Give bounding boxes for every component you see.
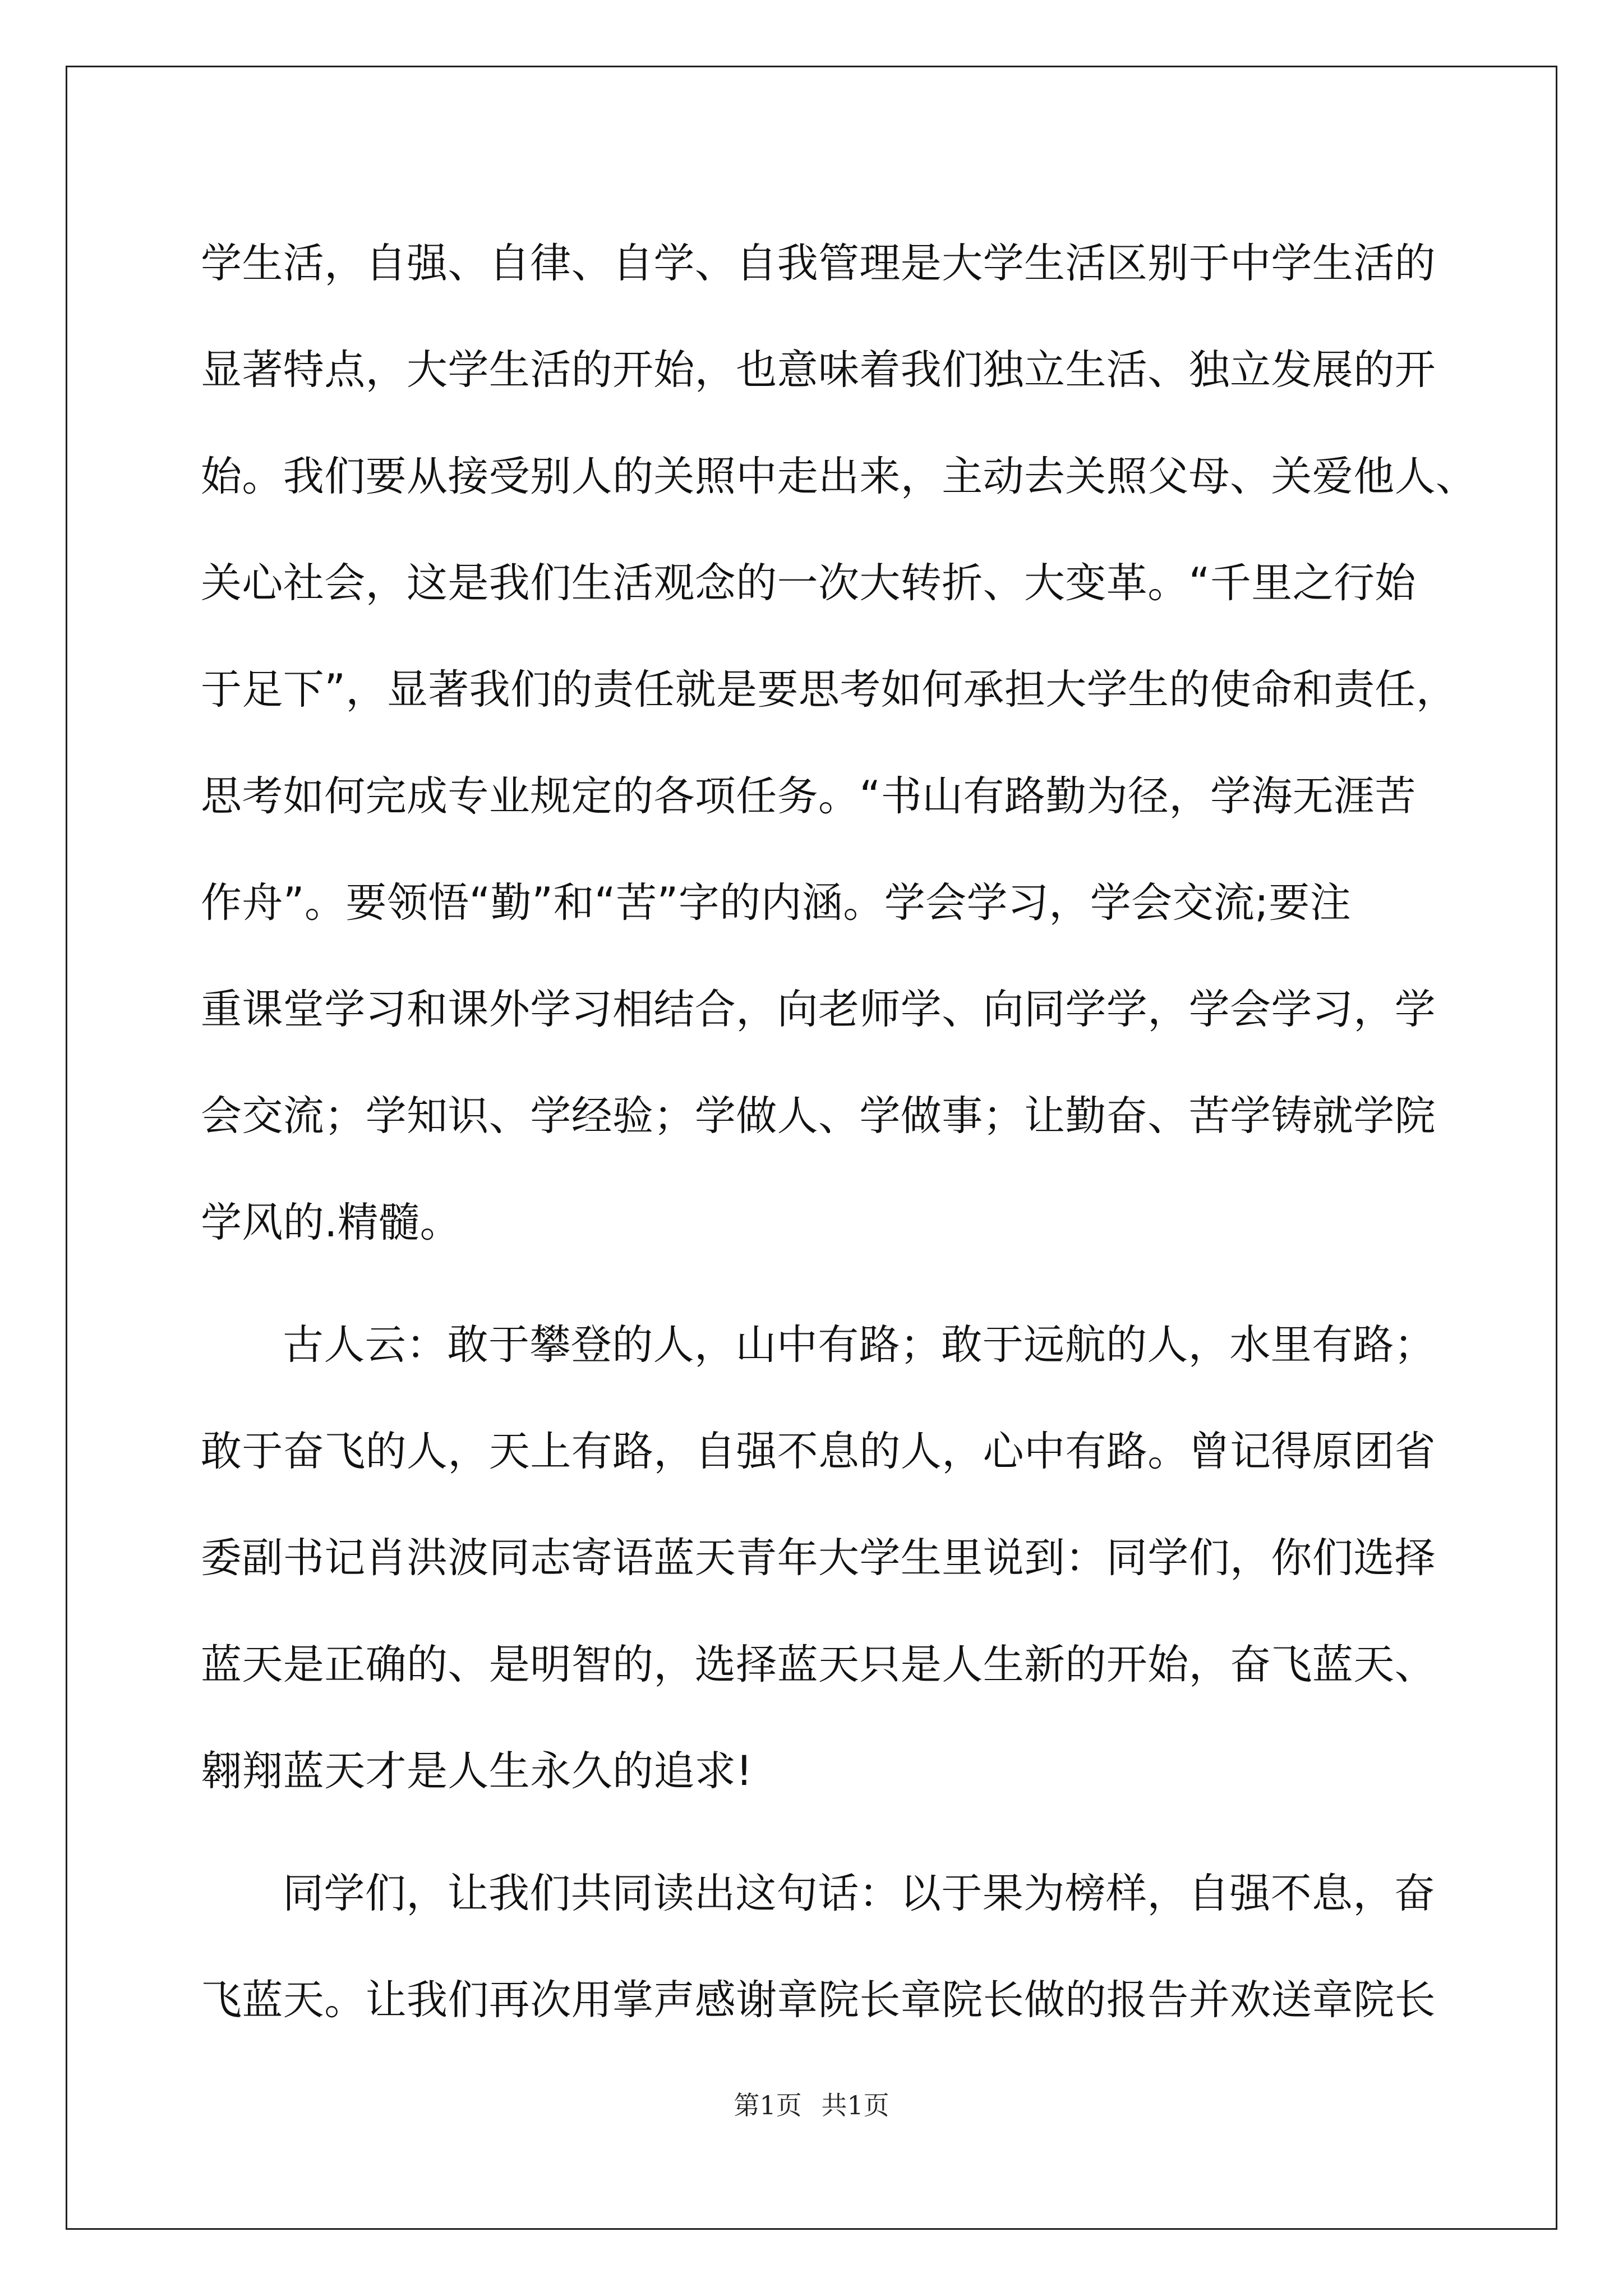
page-footer (0, 2085, 1623, 2122)
text-line: 重课堂学习和课外学习相结合，向老师学、向同学学，学会学习，学 (201, 986, 1436, 1033)
text-line: 翱翔蓝天才是人生永久的追求! (201, 1747, 753, 1795)
text-line: 古人云：敢于攀登的人，山中有路；敢于远航的人，水里有路； (283, 1321, 1436, 1369)
paragraph-1 (201, 210, 1477, 1276)
paragraph-3 (201, 1841, 1436, 2054)
document-body (201, 210, 1477, 2054)
text-line: 思考如何完成专业规定的各项任务。“书山有路勤为径，学海无涯苦 (201, 772, 1416, 820)
text-line: 于足下”，显著我们的责任就是要思考如何承担大学生的使命和责任， (201, 666, 1458, 714)
text-line: 学风的.精髓。 (201, 1199, 462, 1246)
text-line: 会交流；学知识、学经验；学做人、学做事；让勤奋、苦学铸就学院 (201, 1092, 1436, 1140)
text-line: 飞蓝天。让我们再次用掌声感谢章院长章院长做的报告并欢送章院长 (201, 1976, 1436, 2024)
paragraph-2 (201, 1292, 1436, 1825)
text-line: 始。我们要从接受别人的关照中走出来，主动去关照父母、关爱他人、 (201, 453, 1477, 500)
text-line: 敢于奋飞的人，天上有路，自强不息的人，心中有路。曾记得原团省 (201, 1428, 1436, 1475)
total-pages: 共1页 (821, 2090, 889, 2120)
text-line: 关心社会，这是我们生活观念的一次大转折、大变革。“千里之行始 (201, 559, 1416, 607)
text-line: 蓝天是正确的、是明智的，选择蓝天只是人生新的开始，奋飞蓝天、 (201, 1641, 1436, 1688)
text-line: 学生活，自强、自律、自学、自我管理是大学生活区别于中学生活的 (201, 240, 1436, 287)
text-line: 显著特点，大学生活的开始，也意味着我们独立生活、独立发展的开 (201, 346, 1436, 394)
text-line: 委副书记肖洪波同志寄语蓝天青年大学生里说到：同学们，你们选择 (201, 1534, 1436, 1582)
text-line: 作舟”。要领悟“勤”和“苦”字的内涵。学会学习，学会交流;要注 (201, 879, 1352, 927)
text-line: 同学们，让我们共同读出这句话：以于果为榜样，自强不息，奋 (283, 1870, 1436, 1917)
page-number: 第1页 (734, 2090, 802, 2120)
